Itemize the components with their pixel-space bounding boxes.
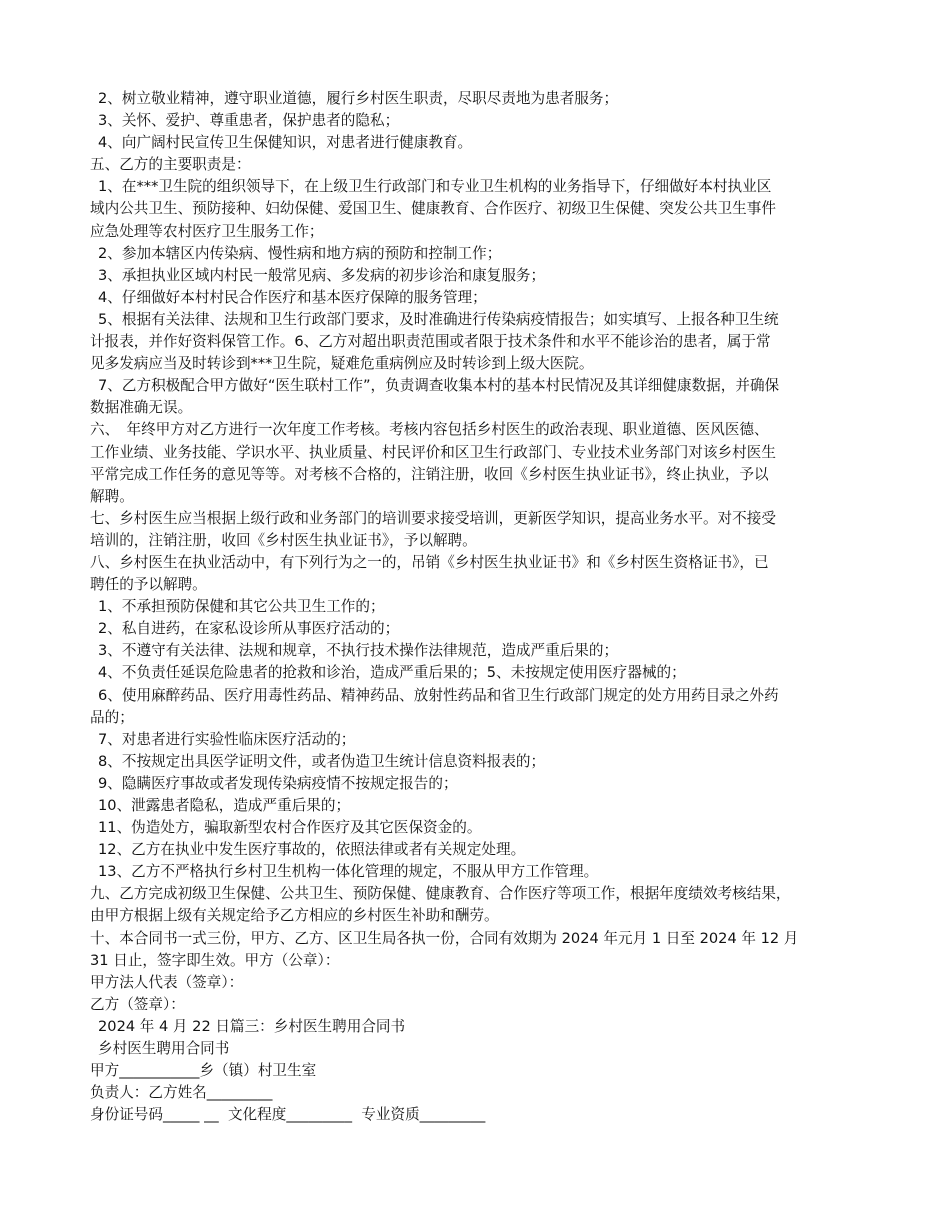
document-line: 6、使用麻醉药品、医疗用毒性药品、精神药品、放射性药品和省卫生行政部门规定的处方用药目录之外药 — [98, 686, 779, 704]
document-line: 乡村医生聘用合同书 — [98, 1040, 230, 1058]
document-line: 八、乡村医生在执业活动中，有下列行为之一的，吊销《乡村医生执业证书》和《乡村医生资格证书》，已 — [90, 553, 769, 571]
document-line: 3、承担执业区域内村民一般常见病、多发病的初步诊治和康复服务； — [98, 266, 546, 284]
document-line: 十、本合同书一式三份，甲方、乙方、区卫生局各执一份，合同有效期为 2024 年元月 1 日至 2024 年 12 月 — [90, 929, 799, 947]
document-line: 培训的，注销注册，收回《乡村医生执业证书》，予以解聘。 — [90, 531, 477, 549]
document-line: 数据准确无误。 — [90, 399, 193, 417]
document-line: 甲方___________乡（镇）村卫生室 — [90, 1062, 317, 1080]
document-line: 六、 年终甲方对乙方进行一次年度工作考核。考核内容包括乡村医生的政治表现、职业道德、医风医德、 — [90, 421, 769, 439]
document-line: 解聘。 — [90, 487, 134, 505]
document-line: 5、根据有关法律、法规和卫生行政部门要求，及时准确进行传染病疫情报告；如实填写、上报各种卫生统 — [98, 310, 779, 328]
document-line: 3、关怀、爱护、尊重患者，保护患者的隐私； — [98, 112, 400, 130]
document-line: 2、私自进药，在家私设诊所从事医疗活动的； — [98, 620, 400, 638]
document-line: 应急处理等农村医疗卫生服务工作； — [90, 222, 324, 240]
document-line: 2、参加本辖区内传染病、慢性病和地方病的预防和控制工作； — [98, 244, 502, 262]
document-line: 2、树立敬业精神，遵守职业道德，履行乡村医生职责，尽职尽责地为患者服务； — [98, 90, 619, 107]
document-line: 负责人：乙方姓名_________ — [90, 1084, 273, 1102]
document-line: 2024 年 4 月 22 日篇三：乡村医生聘用合同书 — [98, 1017, 406, 1035]
document-line: 3、不遵守有关法律、法规和规章，不执行技术操作法律规范，造成严重后果的； — [98, 642, 619, 660]
document-line: 4、不负责任延误危险患者的抢救和诊治，造成严重后果的；5、未按规定使用医疗器械的； — [98, 664, 686, 682]
document-line: 五、乙方的主要职责是： — [90, 156, 251, 174]
document-line: 10、泄露患者隐私，造成严重后果的； — [98, 797, 351, 814]
document-line: 7、对患者进行实验性临床医疗活动的； — [98, 730, 356, 748]
document-line: 7、乙方积极配合甲方做好“医生联村工作”，负责调查收集本村的基本村民情况及其详细健康数据，并确保 — [98, 377, 780, 395]
document-line: 见多发病应当及时转诊到***卫生院，疑难危重病例应及时转诊到上级大医院。 — [90, 355, 594, 373]
document-line: 1、不承担预防保健和其它公共卫生工作的； — [98, 598, 385, 616]
contract-document — [90, 88, 870, 1126]
document-line: 11、伪造处方，骗取新型农村合作医疗及其它医保资金的。 — [98, 819, 482, 837]
document-line: 工作业绩、业务技能、学识水平、执业质量、村民评价和区卫生行政部门、专业技术业务部门对该乡村医生 — [90, 443, 776, 461]
document-line: 域内公共卫生、预防接种、妇幼保健、爱国卫生、健康教育、合作医疗、初级卫生保健、突发公共卫生事件 — [90, 200, 776, 218]
document-line: 4、仔细做好本村村民合作医疗和基本医疗保障的服务管理； — [98, 288, 487, 306]
document-line: 12、乙方在执业中发生医疗事故的，依照法律或者有关规定处理。 — [98, 841, 526, 859]
document-line: 13、乙方不严格执行乡村卫生机构一体化管理的规定，不服从甲方工作管理。 — [98, 863, 599, 881]
document-line: 计报表，并作好资料保管工作。6、乙方对超出职责范围或者限于技术条件和水平不能诊治的患者，属于常 — [90, 333, 771, 351]
document-line: 九、乙方完成初级卫生保健、公共卫生、预防保健、健康教育、合作医疗等项工作，根据年度绩效考核结果， — [90, 885, 791, 903]
document-line: 8、不按规定出具医学证明文件，或者伪造卫生统计信息资料报表的； — [98, 752, 546, 770]
document-line: 身份证号码_____ __ 文化程度_________ 专业资质_________ — [90, 1106, 486, 1124]
document-line: 品的； — [90, 708, 134, 726]
document-line: 平常完成工作任务的意见等等。对考核不合格的，注销注册，收回《乡村医生执业证书》，终止执业，予以 — [90, 465, 769, 483]
document-line: 乙方（签章）： — [90, 995, 185, 1013]
document-line: 由甲方根据上级有关规定给予乙方相应的乡村医生补助和酬劳。 — [90, 907, 499, 925]
document-line: 聘任的予以解聘。 — [90, 576, 207, 594]
document-line: 4、向广阔村民宣传卫生保健知识，对患者进行健康教育。 — [98, 134, 473, 152]
document-line: 9、隐瞒医疗事故或者发现传染病疫情不按规定报告的； — [98, 774, 458, 792]
document-line: 甲方法人代表（签章）： — [90, 973, 244, 991]
document-line: 31 日止，签字即生效。甲方（公章）： — [90, 951, 340, 969]
document-line: 1、在***卫生院的组织领导下，在上级卫生行政部门和专业卫生机构的业务指导下，仔细做好本村执业区 — [98, 178, 772, 196]
document-line: 七、乡村医生应当根据上级行政和业务部门的培训要求接受培训，更新医学知识，提高业务水平。对不接受 — [90, 509, 776, 527]
